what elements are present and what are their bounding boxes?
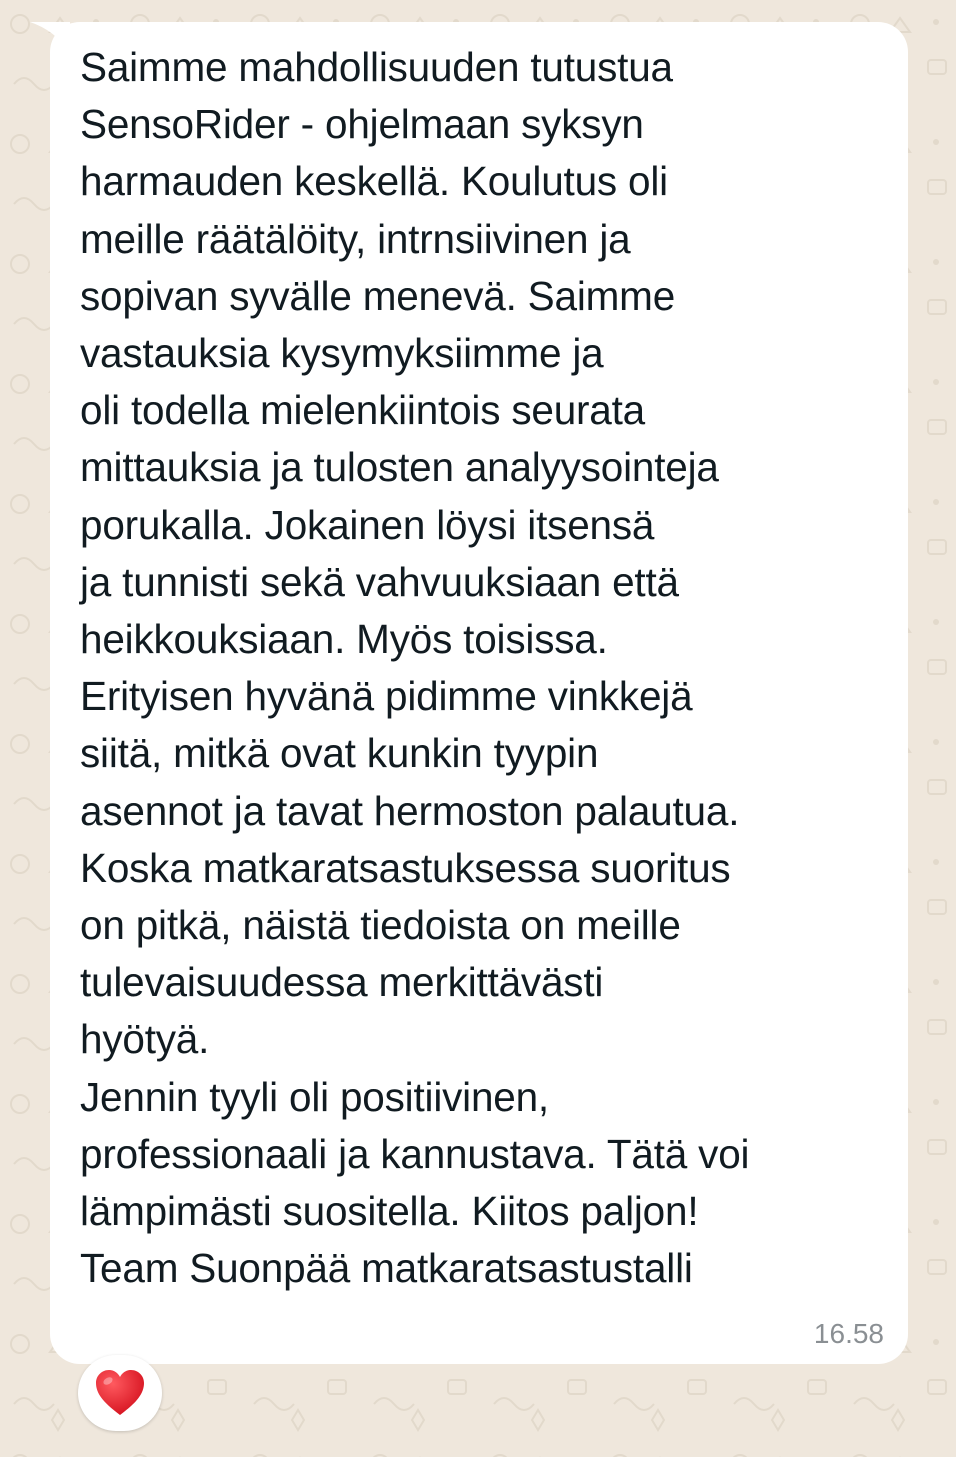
message-text: Saimme mahdollisuuden tutustua SensoRider - ohjelmaan syksyn harmauden keskellä. Koulutus oli meille räätälöity, intrnsiivinen ja sopivan syvälle menevä. Saimme vastauksia kysymyksiimme ja oli todella mielenkiintois seurata mittauksia ja tulosten analyysointeja porukalla. Jokainen löysi itsensä ja tunnisti sekä vahvuuksiaan että heikkouksiaan. Myös toisissa. Erityisen hyvänä pidimme vinkkejä siitä, mitkä ovat kunkin tyypin asennot ja tavat hermoston palautua. Koska matkaratsastuksessa suoritus on pitkä, näistä tiedoista on meille tulevaisuudessa merkittävästi hyötyä. Jennin tyyli oli positiivinen, professionaali ja kannustava. Tätä voi lämpimästi suositella. Kiitos paljon! Team Suonpää matkaratsastustalli	[80, 44, 750, 1292]
reaction-badge[interactable]	[78, 1355, 162, 1431]
red-heart-icon	[94, 1369, 146, 1417]
message-timestamp: 16.58	[813, 1318, 884, 1349]
